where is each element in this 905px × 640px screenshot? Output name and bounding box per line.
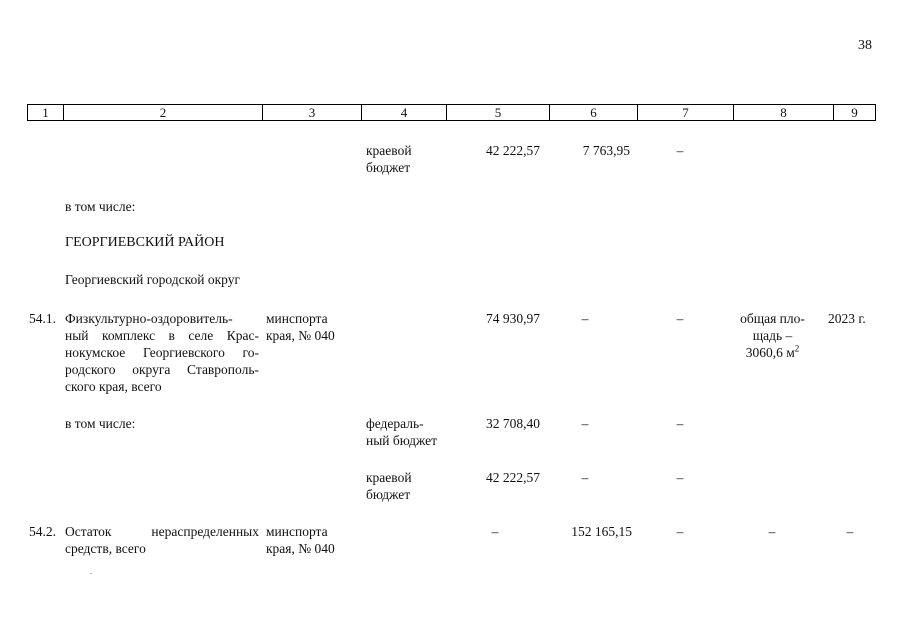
area-line-3 [725,344,820,361]
item-2-number: 54.2. [29,524,56,539]
item-col8 [725,310,820,361]
row-regional-budget-2-col5: 42 222,57 [486,470,540,485]
description-word: Остаток [65,524,112,539]
area-unit-superscript: 2 [794,343,800,354]
item-2-col5: – [491,524,499,539]
item-number: 54.1. [29,311,56,326]
scan-speck [90,573,92,574]
row-regional-budget-source [366,142,412,176]
including-label-1: в том числе: [65,199,136,214]
description-line: ный комплекс в селе Крас- [65,328,259,343]
column-header-9: 9 [851,105,858,120]
description-line: Физкультурно-оздоровитель- [65,311,233,326]
item-2-description [65,523,259,557]
row-regional-budget-2-source [366,469,412,503]
row-federal-budget-col6: – [581,416,589,431]
description-line-2: средств, всего [65,541,146,556]
description-line: родского округа Ставрополь- [65,362,259,377]
row-regional-budget-2-col7: – [676,470,684,485]
row-federal-budget-col5: 32 708,40 [486,416,540,431]
row-regional-budget-col5: 42 222,57 [486,143,540,158]
source-line-1: краевой [366,470,412,485]
row-regional-budget-col7: – [676,143,684,158]
column-header-1: 1 [28,105,64,120]
source-line-2: бюджет [366,487,411,502]
item-description [65,310,259,395]
source-line-2: ный бюджет [366,433,438,448]
column-header-8: 8 [734,105,834,120]
agency-line-1: минспорта [266,524,328,539]
source-line-2: бюджет [366,160,411,175]
area-line-1: общая пло- [740,311,805,326]
including-label-2: в том числе: [65,416,136,431]
item-2-col9: – [846,524,854,539]
description-line: нокумское Георгиевского го- [65,345,259,360]
item-2-agency [266,523,335,557]
column-header-6: 6 [550,105,638,120]
source-line-1: краевой [366,143,412,158]
area-value: 3060,6 м [745,345,795,360]
column-header-5: 5 [447,105,550,120]
description-line-1 [65,523,259,540]
column-header-7: 7 [638,105,734,120]
column-header-2: 2 [64,105,263,120]
item-2-col8: – [768,524,776,539]
column-header-3: 3 [263,105,362,120]
agency-line-2: края, № 040 [266,328,335,343]
description-word: нераспределенных [151,524,259,539]
row-regional-budget-2-col6: – [581,470,589,485]
row-federal-budget-col7: – [676,416,684,431]
item-col5: 74 930,97 [486,311,540,326]
column-header-4: 4 [362,105,447,120]
area-line-2: щадь – [752,328,793,343]
page-number: 38 [858,38,872,53]
agency-line-2: края, № 040 [266,541,335,556]
source-line-1: федераль- [366,416,424,431]
column-header-row [27,104,876,121]
okrug-heading: Георгиевский городской округ [65,272,241,287]
district-heading: ГЕОРГИЕВСКИЙ РАЙОН [65,235,225,250]
item-col9: 2023 г. [828,311,866,326]
row-federal-budget-source [366,415,437,449]
item-col6: – [581,311,589,326]
item-agency [266,310,335,344]
item-2-col7: – [676,524,684,539]
row-regional-budget-col6: 7 763,95 [582,143,630,158]
item-2-col6: 152 165,15 [571,524,632,539]
description-line: ского края, всего [65,379,162,394]
item-col7: – [676,311,684,326]
agency-line-1: минспорта [266,311,328,326]
